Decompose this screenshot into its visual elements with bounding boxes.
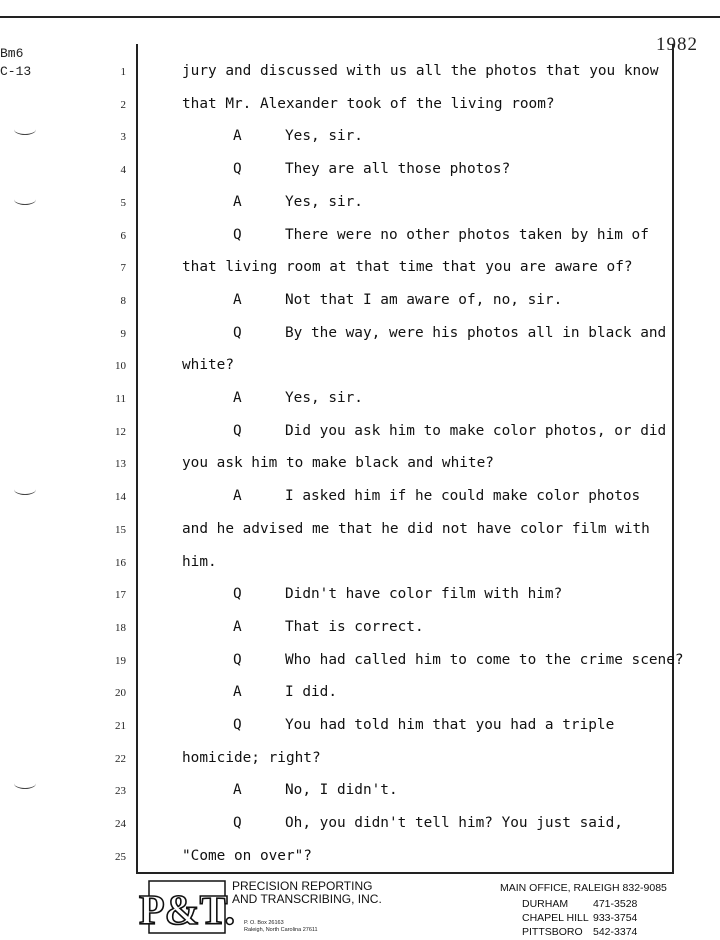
line-number: 1	[120, 66, 126, 78]
address-line-2: Raleigh, North Carolina 27611	[244, 927, 318, 933]
transcript-line: Yes, sir.	[285, 128, 363, 144]
speaker-label: A	[233, 782, 242, 798]
transcript-line: jury and discussed with us all the photos that you know	[182, 63, 659, 79]
speaker-label: Q	[233, 652, 242, 668]
office-city: DURHAM	[522, 898, 569, 910]
transcript-line: that living room at that time that you are aware of?	[182, 259, 633, 275]
margin-note-1: Bm6	[0, 46, 24, 61]
transcript-line: I did.	[285, 684, 337, 700]
page-number: 1982	[656, 34, 698, 55]
transcript-line: and he advised me that he did not have color film with	[182, 521, 650, 537]
transcript-line: him.	[182, 554, 217, 570]
speaker-label: Q	[233, 586, 242, 602]
transcript-line: That is correct.	[285, 619, 424, 635]
office-city: CHAPEL HILL	[522, 912, 589, 924]
transcript-line: "Come on over"?	[182, 848, 312, 864]
line-number: 21	[115, 720, 126, 732]
line-number: 25	[115, 851, 126, 863]
line-number: 14	[115, 491, 126, 503]
address-line-1: P. O. Box 26163	[244, 920, 284, 926]
line-number: 18	[115, 622, 126, 634]
line-number: 13	[115, 458, 126, 470]
binder-hole-mark	[14, 484, 36, 495]
transcript-line: Yes, sir.	[285, 390, 363, 406]
company-logo	[138, 880, 236, 934]
line-number: 22	[115, 753, 126, 765]
speaker-label: A	[233, 684, 242, 700]
line-number: 20	[115, 687, 126, 699]
line-number: 10	[115, 360, 126, 372]
line-number: 16	[115, 557, 126, 569]
line-number: 6	[120, 230, 126, 242]
line-number: 15	[115, 524, 126, 536]
transcript-line: You had told him that you had a triple	[285, 717, 615, 733]
main-office: MAIN OFFICE, RALEIGH 832-9085	[500, 882, 667, 894]
company-name	[232, 880, 382, 906]
transcript-line: By the way, were his photos all in black and	[285, 325, 667, 341]
speaker-label: Q	[233, 227, 242, 243]
speaker-label: Q	[233, 423, 242, 439]
line-number: 9	[120, 328, 126, 340]
transcript-line: There were no other photos taken by him of	[285, 227, 649, 243]
speaker-label: Q	[233, 161, 242, 177]
transcript-line: They are all those photos?	[285, 161, 511, 177]
binder-hole-mark	[14, 778, 36, 789]
transcript-line: No, I didn't.	[285, 782, 398, 798]
transcript-line: Oh, you didn't tell him? You just said,	[285, 815, 623, 831]
top-rule	[0, 16, 720, 18]
line-number: 23	[115, 785, 126, 797]
company-line-2: AND TRANSCRIBING, INC.	[232, 892, 382, 906]
binder-hole-mark	[14, 194, 36, 205]
line-number: 4	[120, 164, 126, 176]
transcript-line: Who had called him to come to the crime scene?	[285, 652, 684, 668]
line-number: 17	[115, 589, 126, 601]
speaker-label: A	[233, 194, 242, 210]
transcript-line: Didn't have color film with him?	[285, 586, 563, 602]
speaker-label: Q	[233, 815, 242, 831]
line-number: 11	[115, 393, 126, 405]
transcript-line: homicide; right?	[182, 750, 321, 766]
speaker-label: A	[233, 292, 242, 308]
office-city: PITTSBORO	[522, 926, 583, 938]
office-phone: 933-3754	[593, 912, 638, 924]
line-number: 5	[120, 197, 126, 209]
line-number: 7	[120, 262, 126, 274]
transcript-line: I asked him if he could make color photos	[285, 488, 641, 504]
logo-text: P&T.	[138, 888, 236, 934]
line-number: 12	[115, 426, 126, 438]
line-number: 19	[115, 655, 126, 667]
line-number: 24	[115, 818, 126, 830]
margin-note-2: C-13	[0, 64, 32, 79]
speaker-label: Q	[233, 325, 242, 341]
speaker-label: Q	[233, 717, 242, 733]
company-address	[244, 920, 318, 934]
transcript-line: that Mr. Alexander took of the living room?	[182, 96, 555, 112]
transcript-line: Yes, sir.	[285, 194, 363, 210]
speaker-label: A	[233, 619, 242, 635]
line-number: 8	[120, 295, 126, 307]
transcript-line: Not that I am aware of, no, sir.	[285, 292, 563, 308]
office-phone: 471-3528	[593, 898, 638, 910]
transcript-line: white?	[182, 357, 234, 373]
speaker-label: A	[233, 128, 242, 144]
transcript-line: you ask him to make black and white?	[182, 455, 494, 471]
office-phone: 542-3374	[593, 926, 638, 938]
line-number: 3	[120, 131, 126, 143]
transcript-line: Did you ask him to make color photos, or did	[285, 423, 667, 439]
speaker-label: A	[233, 390, 242, 406]
company-line-1: PRECISION REPORTING	[232, 879, 373, 893]
binder-hole-mark	[14, 124, 36, 135]
line-number: 2	[120, 99, 126, 111]
speaker-label: A	[233, 488, 242, 504]
